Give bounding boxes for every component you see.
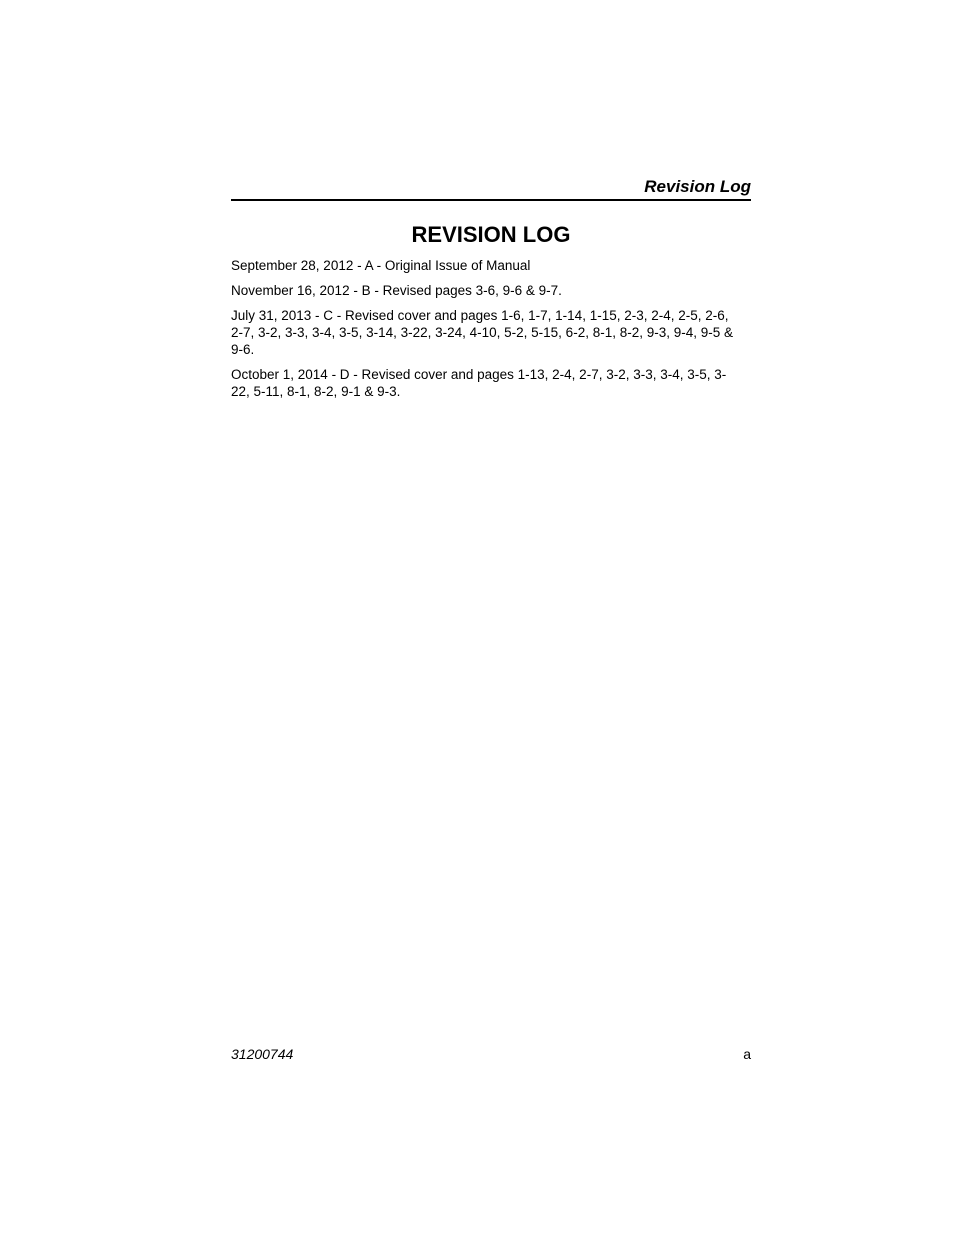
revision-entries (231, 257, 741, 408)
page-number: a (743, 1046, 751, 1062)
revision-entry-c: July 31, 2013 - C - Revised cover and pages 1-6, 1-7, 1-14, 1-15, 2-3, 2-4, 2-5, 2-6, 2-7, 3-2, 3-3, 3-4, 3-5, 3-14, 3-22, 3-24, 4-10, 5-2, 5-15, 6-2, 8-1, 8-2, 9-3, 9-4, 9-5 & 9-6. (231, 308, 734, 357)
revision-entry-a: September 28, 2012 - A - Original Issue of Manual (231, 258, 531, 273)
document-number: 31200744 (231, 1046, 294, 1062)
page-title: REVISION LOG (411, 222, 571, 247)
revision-entry-b: November 16, 2012 - B - Revised pages 3-6, 9-6 & 9-7. (231, 283, 562, 298)
revision-entry-d: October 1, 2014 - D - Revised cover and pages 1-13, 2-4, 2-7, 3-2, 3-3, 3-4, 3-5, 3-22, 5-11, 8-1, 8-2, 9-1 & 9-3. (231, 367, 727, 399)
running-header: Revision Log (644, 177, 751, 196)
header-rule (231, 199, 751, 201)
